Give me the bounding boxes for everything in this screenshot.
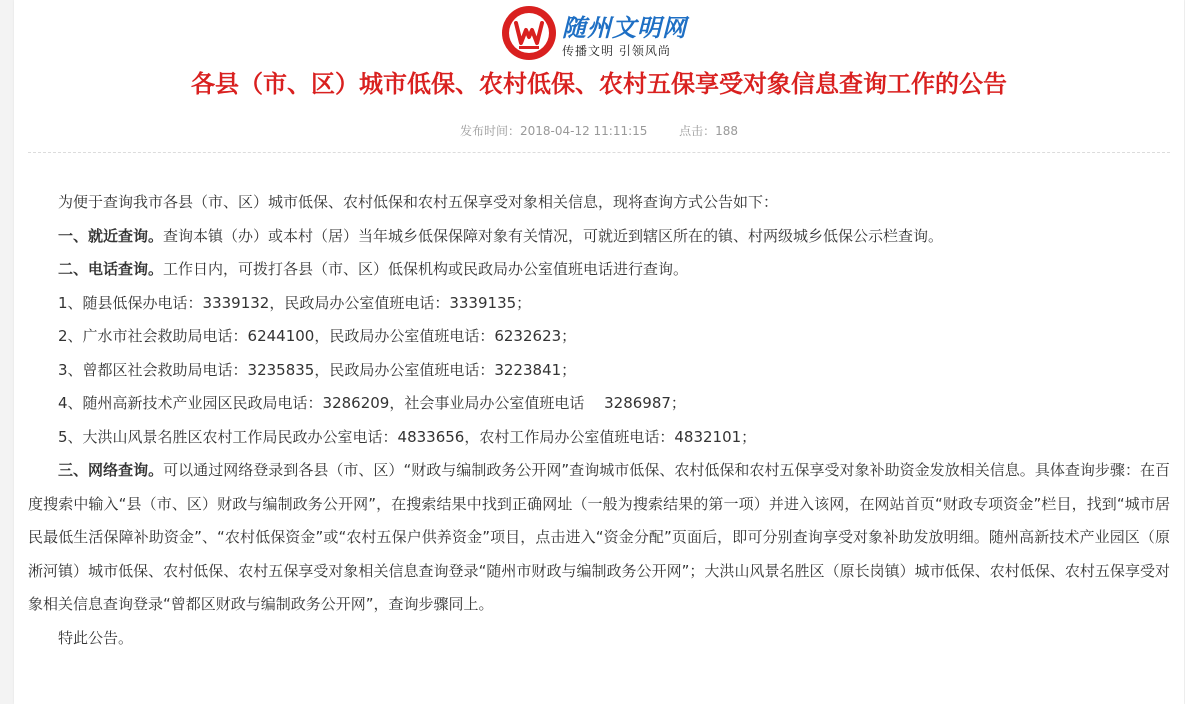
section-2 [28, 253, 1170, 287]
phone-line-1: 1、随县低保办电话：3339132，民政局办公室值班电话：3339135； [58, 293, 532, 312]
section-1-text: 查询本镇（办）或本村（居）当年城乡低保保障对象有关情况，可就近到辖区所在的镇、村两级城乡低保公示栏查询。 [163, 226, 944, 245]
logo-site-name: 随州文明网 [562, 14, 687, 42]
logo-slogan: 传播文明 引领风尚 [562, 44, 671, 58]
article-card [14, 0, 1184, 704]
section-1 [28, 220, 1170, 254]
article-meta [14, 122, 1184, 139]
click-count: 188 [715, 124, 739, 138]
section-3 [28, 454, 1170, 622]
article-title: 各县（市、区）城市低保、农村低保、农村五保享受对象信息查询工作的公告 [191, 70, 1007, 98]
section-3-text: 可以通过网络登录到各县（市、区）“财政与编制政务公开网”查询城市低保、农村低保和农村五保享受对象补助资金发放相关信息。具体查询步骤：在百度搜索中输入“县（市、区）财政与编制政务公开网”，在搜索结果中找到正确网址（一般为搜索结果的第一项）并进入该网，在网站首页“财政专项资金”栏目，找到“城市居民最低生活保障补助资金”、“农村低保资金”或“农村五保户供养资金”项目，点击进入“资金分配”页面后，即可分别查询享受对象补助发放明细。随州高新技术产业园区（原淅河镇）城市低保、农村低保、农村五保享受对象相关信息查询登录“随州市财政与编制政务公开网”；大洪山风景名胜区（原长岗镇）城市低保、农村低保、农村五保享受对象相关信息查询登录“曾都区财政与编制政务公开网”，查询步骤同上。 [28, 461, 1170, 613]
intro-paragraph: 为便于查询我市各县（市、区）城市低保、农村低保和农村五保享受对象相关信息，现将查询方式公告如下： [58, 193, 779, 211]
section-2-text: 工作日内，可拨打各县（市、区）低保机构或民政局办公室值班电话进行查询。 [163, 260, 689, 278]
phone-line-5: 5、大洪山风景名胜区农村工作局民政办公室电话：4833656，农村工作局办公室值班电话：4832101； [58, 427, 757, 446]
section-3-heading: 三、网络查询。 [58, 461, 164, 479]
closing-paragraph: 特此公告。 [58, 628, 134, 647]
publish-time-label: 发布时间： [459, 124, 520, 138]
phone-line-3: 3、曾都区社会救助局电话：3235835，民政局办公室值班电话：3223841； [58, 360, 577, 379]
title-divider [28, 152, 1170, 153]
phone-line-2: 2、广水市社会救助局电话：6244100，民政局办公室值班电话：6232623； [58, 327, 577, 345]
section-2-heading: 二、电话查询。 [58, 260, 164, 278]
logo-emblem-icon [502, 6, 556, 60]
article-body [28, 186, 1170, 655]
phone-line-4: 4、随州高新技术产业园区民政局电话：3286209，社会事业局办公室值班电话 3286987； [58, 394, 686, 412]
site-logo[interactable] [502, 6, 702, 62]
clicks-label: 点击： [679, 124, 716, 138]
section-1-heading: 一、就近查询。 [58, 226, 164, 245]
publish-time: 2018-04-12 11:11:15 [519, 124, 648, 138]
